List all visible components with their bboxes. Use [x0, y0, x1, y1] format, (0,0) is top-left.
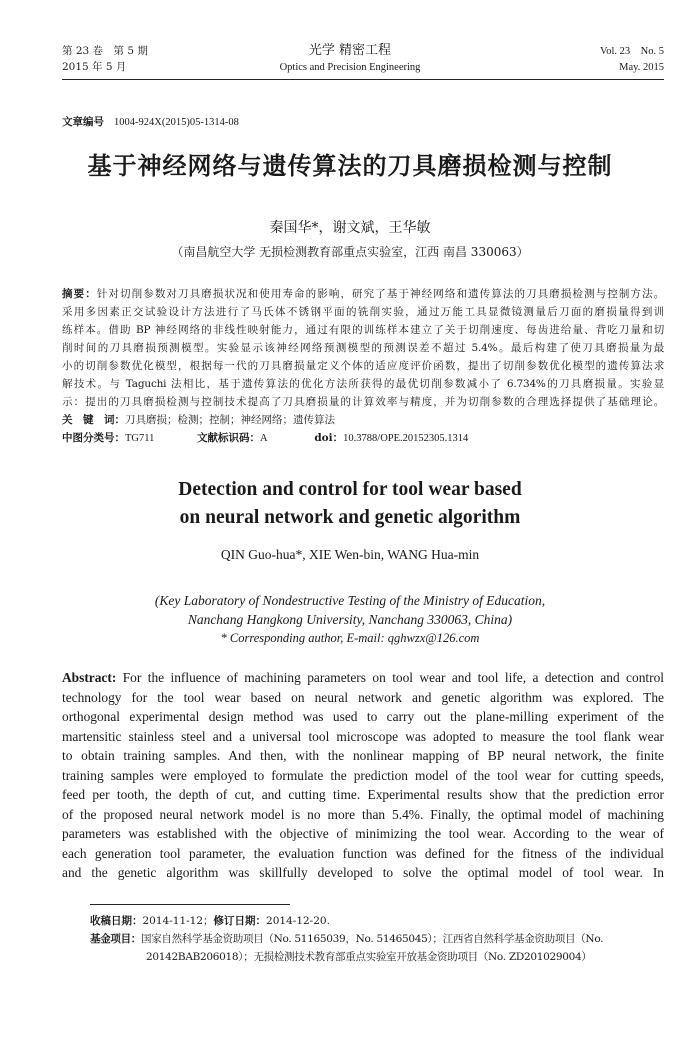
article-number-label: 文章编号	[62, 116, 104, 128]
abstract-cn-line: 小的切削参数优化模型，根据每一代的刀具磨损量定义个体的适应度评价函数，提出了切削参数优化模型的遗传算法求	[62, 360, 664, 372]
header-rule	[62, 79, 664, 80]
keywords-cn	[62, 411, 664, 429]
affiliation-en-line1: (Key Laboratory of Nondestructive Testing of the Ministry of Education,	[154, 593, 546, 608]
abstract-cn-label: 摘要：	[62, 288, 97, 300]
abstract-cn-line: 采用多因素正交试验设计方法进行了马氏体不锈钢平面的铣削实验，通过万能工具显微镜测量后刀面的磨损量得到训	[62, 306, 664, 318]
footnote	[90, 912, 666, 966]
doi-label: doi：	[314, 432, 344, 444]
classification	[62, 429, 664, 448]
affiliation-en	[60, 591, 640, 648]
title-en-line1: Detection and control for tool wear based	[178, 479, 522, 500]
title-cn: 基于神经网络与遗传算法的刀具磨损检测与控制	[87, 152, 613, 180]
revised-value: 2014-12-20.	[266, 915, 330, 927]
abstract-en-line: each generation tool parameter, the evaluation function was defined for the fitness of the individual	[62, 845, 664, 861]
corresponding-author: * Corresponding author, E-mail: qghwzx@126.com	[220, 631, 480, 645]
abstract-en-line	[62, 668, 664, 688]
abstract-en-line: training samples were employed to formulate the prediction model of the tool wear for cutting speeds,	[62, 767, 664, 783]
footnote-dates	[90, 912, 666, 930]
title-en	[80, 476, 620, 532]
received-value: 2014-11-12；	[142, 915, 214, 927]
header-date: 2015 年 5 月	[62, 61, 127, 73]
footnote-fund	[90, 930, 666, 948]
fund-label: 基金项目：	[90, 933, 141, 945]
abstract-en-label: Abstract:	[62, 670, 117, 685]
abstract-en-line: technology for the tool wear based on neural network and genetic algorithm was explored. The	[62, 689, 664, 705]
revised-label: 修订日期：	[213, 915, 267, 927]
fund-line1: 国家自然科学基金资助项目（No. 51165039，No. 51465045）；江西省自然科学基金资助项目（No.	[141, 933, 604, 945]
article-number-value: 1004-924X(2015)05-1314-08	[114, 117, 239, 128]
doc-code-label: 文献标识码：	[197, 432, 261, 444]
header-journal-en: Optics and Precision Engineering	[279, 62, 421, 73]
abstract-cn-text: 针对切削参数对刀具磨损状况和使用寿命的影响，研究了基于神经网络和遗传算法的刀具磨损检测与控制方法。	[96, 288, 664, 300]
abstract-cn-line: 解技术。与 Taguchi 法相比，基于遗传算法的优化方法所获得的最优切削参数减小了 6.734%的刀具磨损量。实验显	[62, 378, 664, 390]
abstract-en-line: parameters was established with the objective of minimizing the tool wear. According to the wear of	[62, 826, 664, 841]
abstract-en-line: and the genetic algorithm was skillfully developed to solve the optimal model of tool wear. In	[62, 865, 664, 880]
authors-en: QIN Guo-hua*, XIE Wen-bin, WANG Hua-min	[220, 547, 480, 562]
header-issue: 第 23 卷 第 5 期	[62, 45, 148, 57]
authors-cn: 秦国华*，谢文斌，王华敏	[269, 220, 431, 236]
keywords-cn-value: 刀具磨损；检测；控制；神经网络；遗传算法	[125, 414, 335, 426]
abstract-en-line: orthogonal experimental design method was used to carry out the plane-milling experiment of the	[62, 709, 664, 724]
abstract-en-line: to obtain training samples. And then, with the nonlinear mapping of BP neural network, the finite	[62, 748, 664, 763]
abstract-en-line: of the proposed neural network model is no more than 5.4%. Finally, the optimal model of machining	[62, 806, 664, 822]
abstract-en-text: For the influence of machining parameters on tool wear and tool life, a detection and control	[116, 670, 664, 685]
title-en-line2: on neural network and genetic algorithm	[179, 507, 521, 528]
abstract-cn-line: 示：提出的刀具磨损检测与控制技术提高了刀具磨损量的计算效率与精度，并为切削参数的合理选择提供了基础理论。	[62, 396, 664, 408]
footnote-rule	[90, 904, 290, 905]
abstract-cn-line	[62, 285, 664, 303]
header-month: May. 2015	[619, 62, 664, 73]
abstract-en	[62, 668, 664, 883]
doi-value: 10.3788/OPE.20152305.1314	[343, 433, 469, 444]
received-label: 收稿日期：	[90, 915, 143, 927]
abstract-en-line: martensitic stainless steel and a universal tool microscope was adopted to measure the tool flank wear	[62, 728, 664, 744]
abstract-cn	[62, 285, 664, 448]
clc-label: 中图分类号：	[62, 432, 125, 444]
affiliation-en-line2: Nanchang Hangkong University, Nanchang 330063, China)	[187, 612, 513, 627]
article-number	[62, 114, 239, 129]
header-journal-cn: 光学 精密工程	[308, 43, 392, 58]
fund-line2: 20142BAB206018）；无损检测技术教育部重点实验室开放基金资助项目（No. ZD201029004）	[146, 951, 592, 963]
keywords-cn-label: 关 键 词：	[62, 414, 125, 426]
abstract-cn-line: 练样本。借助 BP 神经网络的非线性映射能力，通过有限的训练样本建立了关于切削速度、每齿进给量、背吃刀量和切	[62, 324, 664, 336]
clc-value: TG711	[125, 433, 155, 444]
affiliation-cn: （南昌航空大学 无损检测教育部重点实验室，江西 南昌 330063）	[171, 245, 529, 259]
abstract-en-line: feed per tooth, the depth of cut, and cutting time. Experimental results show that the prediction error	[62, 787, 664, 802]
doc-code-value: A	[260, 433, 268, 444]
abstract-cn-line: 削时间的刀具磨损预测模型。实验显示该神经网络预测模型的预测误差不超过 5.4%。最后构建了使刀具磨损量为最	[62, 342, 664, 354]
header-volume: Vol. 23 No. 5	[600, 46, 664, 57]
